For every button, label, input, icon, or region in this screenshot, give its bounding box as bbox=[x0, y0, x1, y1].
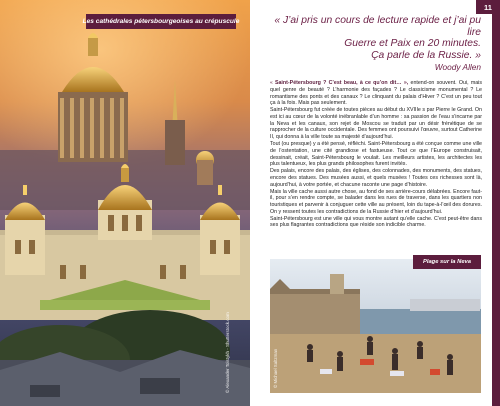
quote-author: Woody Allen bbox=[434, 62, 481, 72]
paragraph: Mais la ville cache aussi autre chose, au fond de ses arrière-cours délabrées. Encore faut-il, pour s’en rendre compte, se balader dans les rues de traverse, dans les quartiers non touristiques et parvenir à conjuguer cette ville au présent, loin du tape-à-l’œil des dorures. On y ressent toutes les contradictions de la Russie d’hier et d’aujourd’hui. bbox=[270, 188, 482, 215]
paragraph-text: entend-on souvent. Oui, mais quel genre de beauté ? L’harmonie des façades ? Le classicisme monumental ? Le romantisme des ponts et des canaux ? Le clinquant du palais d’Hiver ? C’est un peu tout ça à la fois. Mais pas seulement. bbox=[270, 80, 482, 107]
quote-line: Ça parle de la Russie. » bbox=[371, 49, 481, 61]
beach-photo bbox=[270, 259, 481, 393]
page-number: 11 bbox=[476, 0, 500, 14]
left-photo-caption: Les cathédrales pétersbourgeoises au crépuscule bbox=[86, 14, 236, 29]
left-photo-credit: © Alexander Tolstykh - Shutterstock.com bbox=[225, 312, 230, 393]
quote-line: « J’ai pris un cours de lecture rapide et j’ai pu lire bbox=[274, 15, 481, 38]
intro-body-text bbox=[270, 80, 482, 229]
paragraph: Des palais, encore des palais, des églises, des colonnades, des monuments, des statues, encore des statues. Des musées aussi, et quels musées ! Toutes ces richesses sont là, aujourd’hui, à votre portée, et chacune raconte une page d’histoire. bbox=[270, 168, 482, 188]
lead-in: Saint-Pétersbourg ? C’est beau, à ce qu’on dit… », bbox=[274, 80, 409, 86]
right-photo-credit: © Michael Saltzman bbox=[273, 348, 278, 388]
quote-line: Guerre et Paix en 20 minutes. bbox=[344, 38, 481, 50]
paragraph: Saint-Pétersbourg est une ville qui vous montre autant qu’elle cache. C’est peut-être dans ses plus flagrantes contradictions que réside son indicible charme. bbox=[270, 215, 482, 229]
paragraph bbox=[270, 80, 482, 107]
right-photo-caption: Plage sur la Neva bbox=[413, 255, 481, 269]
paragraph: Tout (ou presque) y a été pensé, réfléchi. Saint-Pétersbourg a été conçue comme une ville de l’ostentation, une cité grandiose et fastueuse. Tout ce que l’Europe construisait, dessinait, créait, Saint-Pétersbourg le voulait. Les meilleurs artistes, les architectes les plus talentueux, les plus grands philosophes furent invités. bbox=[270, 141, 482, 168]
beach-photo-illustration bbox=[270, 259, 481, 393]
epigraph-quote bbox=[262, 15, 481, 61]
bullet-icon: « bbox=[270, 80, 275, 86]
page-edge-bar bbox=[492, 0, 500, 406]
paragraph: Saint-Pétersbourg fut créée de toutes pièces au début du XVIIIe s par Pierre le Grand. On est ici au cœur de la volonté inébranlable d’un homme : sa passion de l’eau s’incarne par la Neva et les canaux, son rejet de Moscou se traduit par un désir frénétique de se rapprocher de la culture occidentale. Des femmes ont poursuivi l’œuvre, surtout Catherine II, qui donna à la ville toute sa majesté d’aujourd’hui. bbox=[270, 107, 482, 141]
